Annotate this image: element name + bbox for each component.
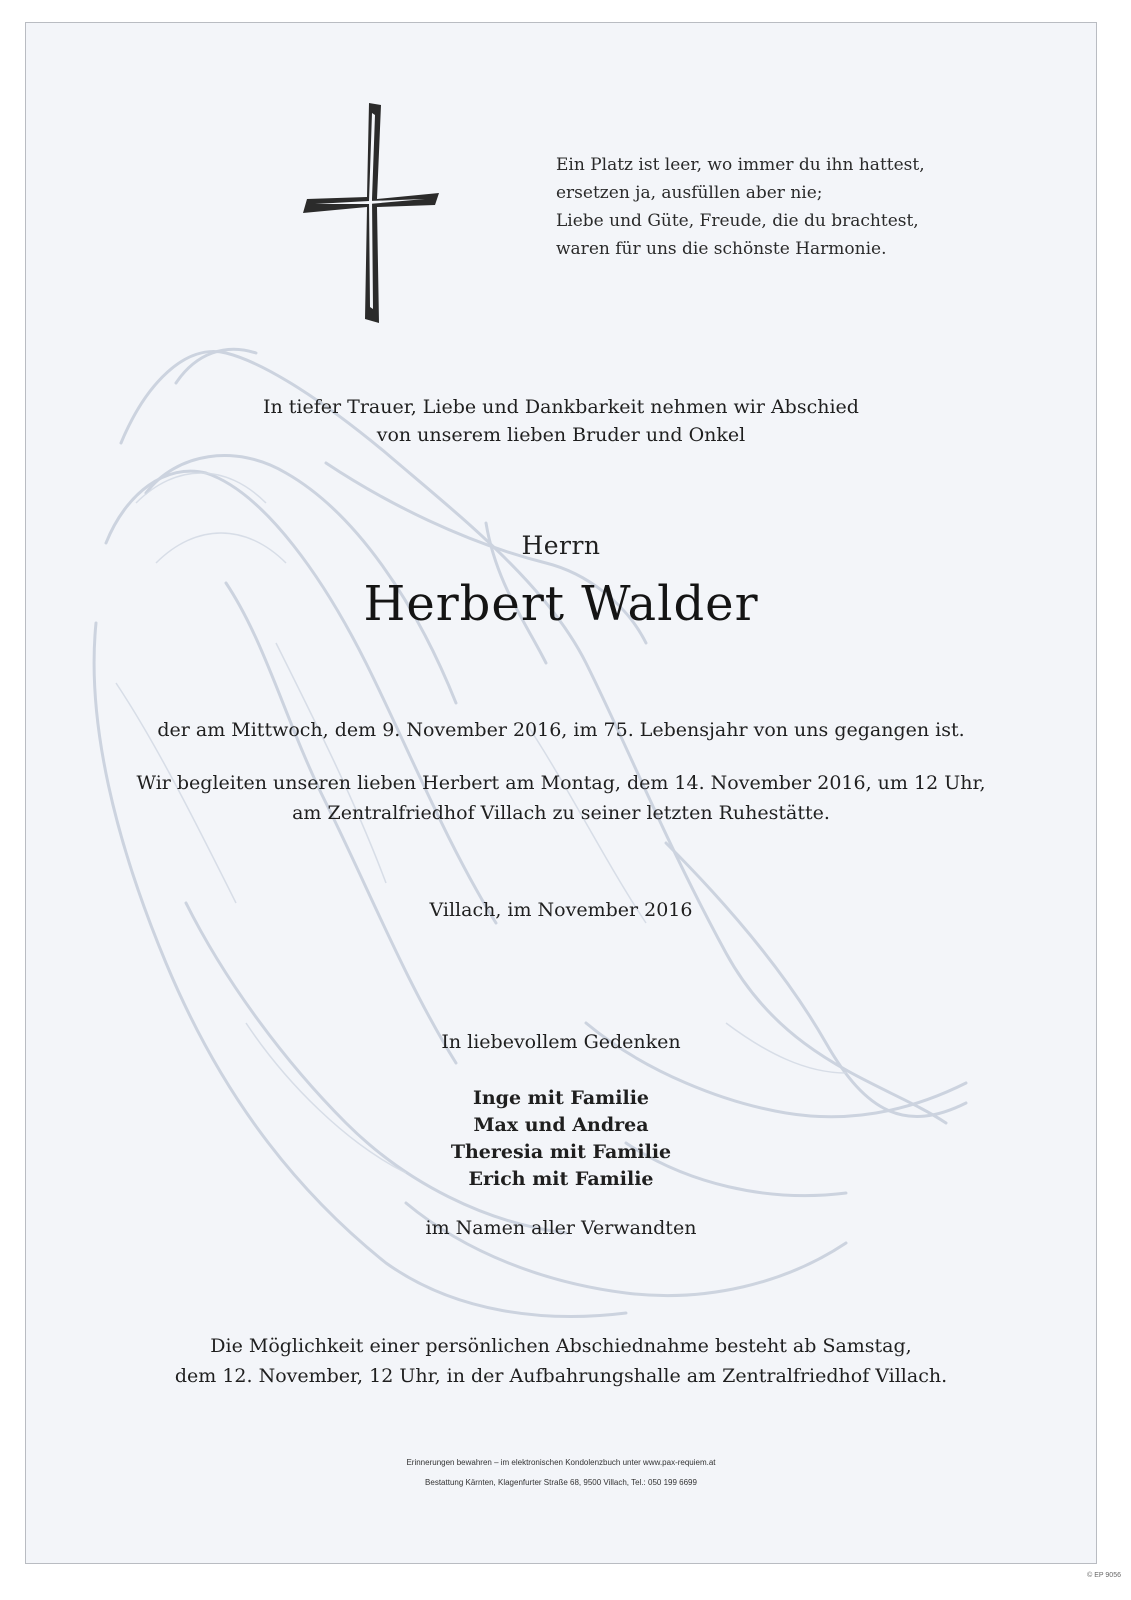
poem-line: Ein Platz ist leer, wo immer du ihn hattest, (556, 155, 925, 175)
funeral-notice (26, 768, 1096, 828)
poem-line: ersetzen ja, ausfüllen aber nie; (556, 183, 823, 203)
funeral-line-2: am Zentralfriedhof Villach zu seiner letzten Ruhestätte. (292, 802, 830, 824)
footer-undertaker-address: Bestattung Kärnten, Klagenfurter Straße 68, 9500 Villach, Tel.: 050 199 6699 (425, 1478, 697, 1487)
viewing-notice (26, 1331, 1096, 1391)
intro-line-1: In tiefer Trauer, Liebe und Dankbarkeit nehmen wir Abschied (263, 396, 859, 418)
deceased-name: Herbert Walder (363, 576, 759, 632)
mourners-list (26, 1085, 1096, 1193)
mourner: Erich mit Familie (468, 1168, 654, 1190)
death-notice: der am Mittwoch, dem 9. November 2016, im 75. Lebensjahr von uns gegangen ist. (157, 719, 965, 741)
memorial-poem (556, 151, 976, 263)
cross-icon (301, 101, 441, 326)
on-behalf-text: im Namen aller Verwandten (425, 1217, 697, 1239)
poem-line: waren für uns die schönste Harmonie. (556, 239, 887, 259)
obituary-sheet (25, 22, 1097, 1564)
viewing-line-1: Die Möglichkeit einer persönlichen Abschiednahme besteht ab Samstag, (210, 1335, 912, 1357)
mourner: Max und Andrea (473, 1114, 649, 1136)
mourner: Inge mit Familie (472, 1087, 649, 1109)
place-date: Villach, im November 2016 (429, 899, 693, 921)
poem-line: Liebe und Güte, Freude, die du brachtest, (556, 211, 919, 231)
funeral-line-1: Wir begleiten unseren lieben Herbert am Montag, dem 14. November 2016, um 12 Uhr, (136, 772, 986, 794)
viewing-line-2: dem 12. November, 12 Uhr, in der Aufbahrungshalle am Zentralfriedhof Villach. (174, 1365, 948, 1387)
intro-line-2: von unserem lieben Bruder und Onkel (376, 424, 746, 446)
document-code: © EP 9056 (1087, 1572, 1121, 1579)
memory-title: In liebevollem Gedenken (441, 1031, 681, 1053)
intro-text (26, 393, 1096, 449)
footer-condolence-link: Erinnerungen bewahren – im elektronischen Kondolenzbuch unter www.pax-requiem.at (406, 1458, 716, 1467)
salutation: Herrn (521, 531, 601, 560)
mourner: Theresia mit Familie (450, 1141, 672, 1163)
